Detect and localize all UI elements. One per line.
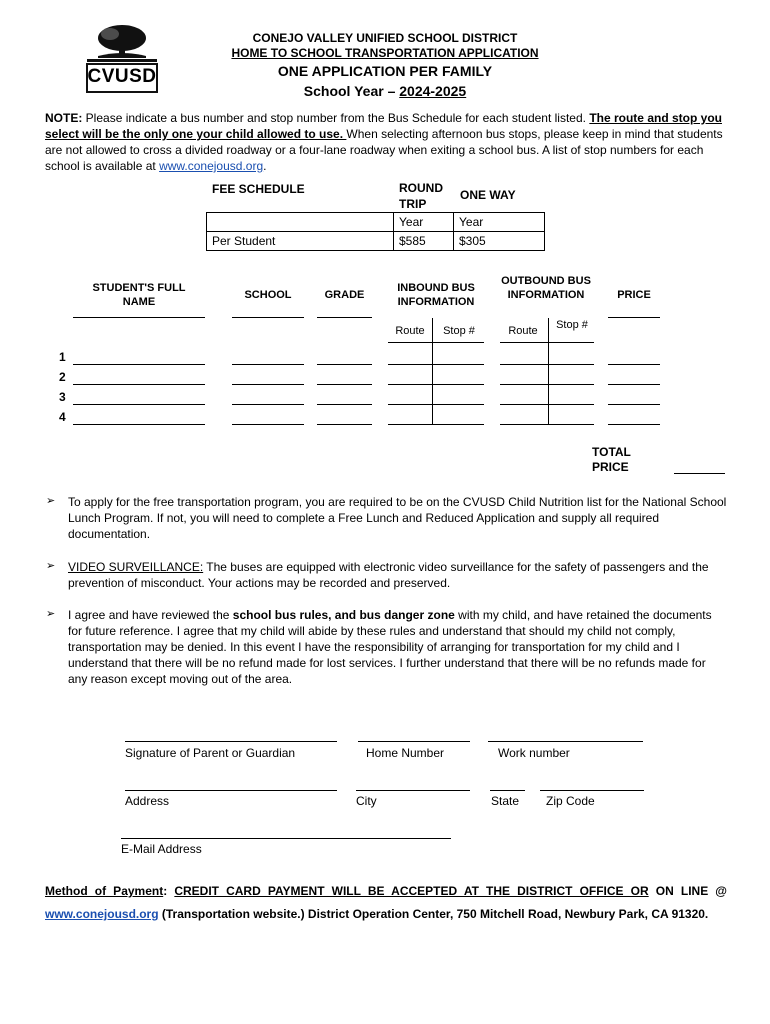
- address-field[interactable]: [125, 790, 337, 791]
- row-number: 2: [59, 370, 66, 384]
- subheader-underline: [500, 342, 594, 343]
- fee-schedule-title: FEE SCHEDULE: [212, 182, 305, 196]
- col-outbound: OUTBOUND BUS INFORMATION: [501, 275, 591, 301]
- payment-website-link[interactable]: www.conejousd.org: [45, 907, 159, 921]
- header-underline: [232, 317, 304, 318]
- school-year-heading: School Year – 2024-2025: [303, 83, 467, 99]
- col-school: SCHOOL: [244, 289, 292, 301]
- grade-field[interactable]: [317, 404, 372, 405]
- email-field[interactable]: [121, 838, 451, 839]
- col-grade: GRADE: [324, 289, 365, 301]
- agreement-paragraph: I agree and have reviewed the school bus rules, and bus danger zone with my child, and have retained the documents for future reference. I agree that my child will abide by these rules and understand that should my child not comply, transportation may be denied. In this event I have the responsibility of arranging for transportation for my child and I understand that there will be no refund made for lost services. I further understand that there will be no refunds made for any reason except moving out of the area.: [68, 608, 712, 686]
- work-number-field[interactable]: [488, 741, 643, 742]
- grade-field[interactable]: [317, 364, 372, 365]
- signature-field[interactable]: [125, 741, 337, 742]
- inbound-field[interactable]: [388, 424, 484, 425]
- fee-round-trip-price: $585: [393, 231, 454, 251]
- header-underline: [317, 317, 372, 318]
- school-field[interactable]: [232, 424, 304, 425]
- home-number-field[interactable]: [358, 741, 470, 742]
- form-subtitle: HOME TO SCHOOL TRANSPORTATION APPLICATION: [231, 46, 539, 60]
- row-number: 1: [59, 350, 66, 364]
- payment-method-paragraph: Method of Payment: CREDIT CARD PAYMENT WILL BE ACCEPTED AT THE DISTRICT OFFICE OR ON LINE @ www.conejousd.org (Transportation website.) District Operation Center, 750 Mitchell Road, Newbury Park, CA 91320.: [45, 884, 728, 921]
- home-number-label: Home Number: [366, 746, 445, 760]
- zip-code-field[interactable]: [540, 790, 644, 791]
- state-field[interactable]: [490, 790, 525, 791]
- school-field[interactable]: [232, 364, 304, 365]
- address-label: Address: [125, 794, 170, 808]
- district-name: CONEJO VALLEY UNIFIED SCHOOL DISTRICT: [252, 31, 518, 45]
- district-website-link[interactable]: www.conejousd.org: [159, 159, 264, 173]
- outbound-field[interactable]: [500, 424, 594, 425]
- one-way-header: ONE WAY: [460, 188, 516, 202]
- fee-blank-cell: [206, 212, 394, 232]
- column-divider: [548, 318, 549, 424]
- surveillance-paragraph: VIDEO SURVEILLANCE: The buses are equipped with electronic video surveillance for the safety of passengers and the prevention of misconduct. Your actions may be recorded and preserved.: [68, 560, 709, 590]
- row-number: 3: [59, 390, 66, 404]
- inbound-stop-header: Stop #: [443, 325, 475, 337]
- zip-code-label: Zip Code: [546, 794, 595, 808]
- work-number-label: Work number: [498, 746, 570, 760]
- name-field[interactable]: [73, 384, 205, 385]
- fee-year-cell-2: Year: [453, 212, 545, 232]
- one-application-heading: ONE APPLICATION PER FAMILY: [277, 63, 493, 79]
- price-field[interactable]: [608, 424, 660, 425]
- email-label: E-Mail Address: [121, 842, 202, 856]
- name-field[interactable]: [73, 404, 205, 405]
- bullet-arrow-icon: ➢: [46, 608, 56, 620]
- column-divider: [432, 318, 433, 424]
- col-inbound: INBOUND BUS INFORMATION: [397, 282, 475, 308]
- row-number: 4: [59, 410, 66, 424]
- bullet-arrow-icon: ➢: [46, 560, 56, 572]
- col-student-name: STUDENT'S FULL NAME: [92, 282, 186, 308]
- logo-text: CVUSD: [87, 66, 157, 87]
- header-underline: [608, 317, 660, 318]
- note-paragraph: NOTE: Please indicate a bus number and stop number from the Bus Schedule for each student listed. The route and stop you select will be the only one your child allowed to use. When selecting afternoon bus stops, please keep in mind that students are not allowed to cross a divided roadway or a four-lane roadway when exiting a school bus. A list of stop numbers for each school is available at www.conejousd.org.: [45, 111, 723, 173]
- inbound-route-header: Route: [395, 325, 425, 337]
- fee-one-way-price: $305: [453, 231, 545, 251]
- outbound-field[interactable]: [500, 404, 594, 405]
- nutrition-paragraph: To apply for the free transportation program, you are required to be on the CVUSD Child Nutrition list for the National School Lunch Program. If not, you will need to complete a Free Lunch and Reduced Application and supply all required documentation.: [68, 495, 727, 541]
- col-price: PRICE: [617, 289, 651, 301]
- school-field[interactable]: [232, 404, 304, 405]
- outbound-field[interactable]: [500, 364, 594, 365]
- name-field[interactable]: [73, 364, 205, 365]
- outbound-route-header: Route: [508, 325, 538, 337]
- fee-per-student: Per Student: [206, 231, 394, 251]
- total-price-field[interactable]: [674, 473, 725, 474]
- fee-year-cell-1: Year: [393, 212, 454, 232]
- inbound-field[interactable]: [388, 384, 484, 385]
- school-field[interactable]: [232, 384, 304, 385]
- city-field[interactable]: [356, 790, 470, 791]
- price-field[interactable]: [608, 384, 660, 385]
- round-trip-header: ROUND TRIP: [399, 181, 443, 211]
- outbound-stop-header: Stop #: [556, 319, 588, 331]
- bullet-arrow-icon: ➢: [46, 495, 56, 507]
- header-underline: [73, 317, 205, 318]
- inbound-field[interactable]: [388, 404, 484, 405]
- grade-field[interactable]: [317, 424, 372, 425]
- price-field[interactable]: [608, 404, 660, 405]
- inbound-field[interactable]: [388, 364, 484, 365]
- name-field[interactable]: [73, 424, 205, 425]
- state-label: State: [491, 794, 520, 808]
- subheader-underline: [388, 342, 484, 343]
- city-label: City: [356, 794, 377, 808]
- total-price-label: TOTAL PRICE: [592, 445, 631, 474]
- grade-field[interactable]: [317, 384, 372, 385]
- signature-label: Signature of Parent or Guardian: [125, 746, 296, 760]
- outbound-field[interactable]: [500, 384, 594, 385]
- price-field[interactable]: [608, 364, 660, 365]
